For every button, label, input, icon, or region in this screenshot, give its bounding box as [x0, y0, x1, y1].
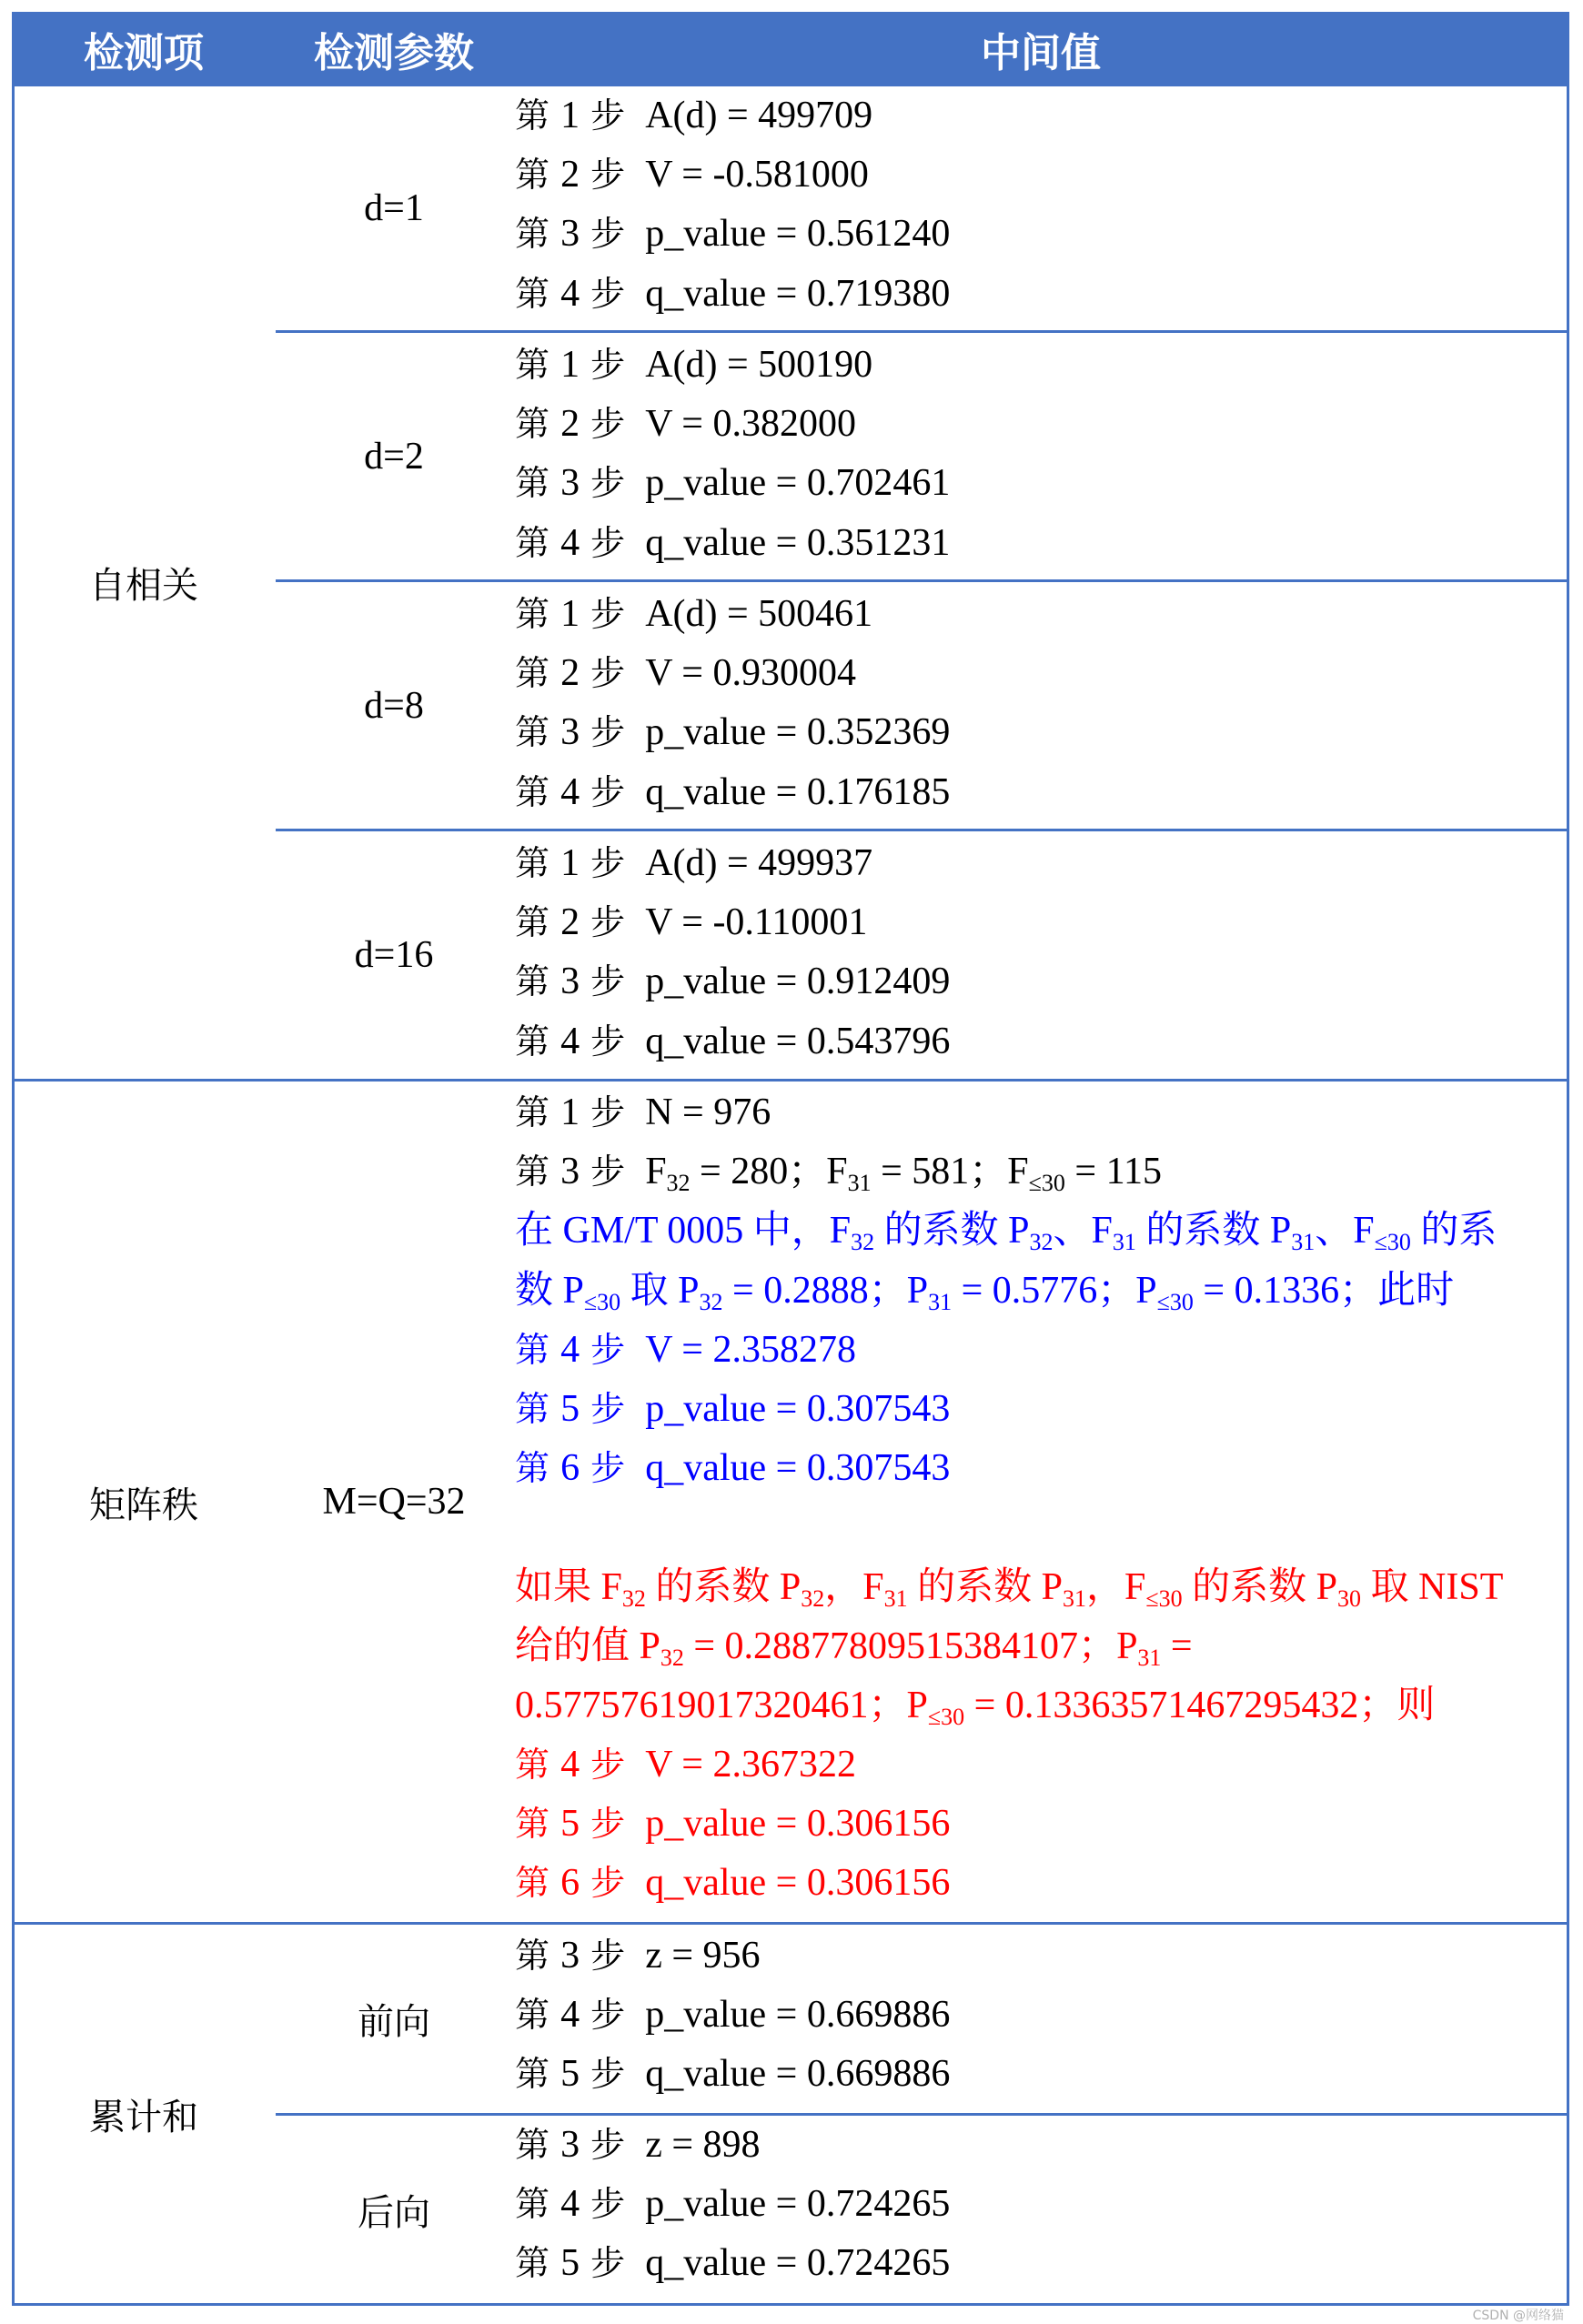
param-mq32: M=Q=32: [322, 1481, 466, 1523]
value-line: 第 4 步 q_value = 0.351231: [515, 521, 951, 564]
header-item: 检测项: [84, 30, 204, 76]
values-d2: [515, 336, 950, 573]
item-autocorrelation: 自相关: [89, 565, 198, 607]
value-line: 第 3 步 p_value = 0.352369: [515, 711, 951, 754]
note-line-red: 如果 $F_{32}$ 的系数 $P_{32}$，$F_{31}$ 的系数 $P_{31}$，$F_{\le 30}$ 的系数 $P_{30}$ 取 NIST: [515, 1565, 1504, 1612]
values-d8: [515, 585, 950, 822]
value-line: 第 6 步 q_value = 0.307543: [515, 1447, 951, 1490]
values-rank: [515, 1083, 1503, 1914]
value-line: 第 6 步 q_value = 0.306156: [515, 1862, 951, 1905]
param-d1: d=1: [364, 187, 424, 229]
value-line: 第 2 步 V = -0.581000: [515, 154, 869, 196]
param-forward: 前向: [358, 2001, 430, 2043]
value-line: 第 1 步 A(d) = 499709: [515, 95, 873, 136]
item-cumulative-sum: 累计和: [89, 2096, 198, 2138]
note-line-red: 0.57757619017320461；$P_{\le 30} = 0.13363571467295432$；则: [515, 1684, 1436, 1730]
value-line: 第 1 步 N = 976: [515, 1092, 771, 1133]
param-d8: d=8: [364, 684, 424, 727]
value-line: 第 5 步 q_value = 0.669886: [515, 2053, 951, 2096]
value-line: 第 3 步 z = 898: [515, 2124, 761, 2166]
value-line: 第 5 步 p_value = 0.306156: [515, 1803, 951, 1846]
value-line: 第 2 步 V = 0.930004: [515, 652, 856, 695]
value-line: 第 4 步 V = 2.358278: [515, 1328, 856, 1371]
value-line: 第 4 步 q_value = 0.176185: [515, 770, 951, 813]
param-backward: 后向: [358, 2191, 430, 2234]
values-backward: [515, 2116, 950, 2294]
note-line-blue: 数 $P_{\le 30}$ 取 $P_{32} = 0.2888$；$P_{31} = 0.5776$；$P_{\le 30} = 0.1336$；此时: [515, 1269, 1455, 1315]
note-line-blue: 在 GM/T 0005 中，$F_{32}$ 的系数 $P_{32}$、$F_{31}$ 的系数 $P_{31}$、$F_{\le 30}$ 的系: [515, 1210, 1497, 1256]
value-line: 第 3 步 $F_{32} = 280$；$F_{31} = 581$；$F_{\le 30} = 115$: [515, 1151, 1163, 1197]
watermark: CSDN @网络猫: [1472, 2309, 1564, 2323]
results-table: [12, 12, 1569, 2323]
value-line: 第 4 步 p_value = 0.724265: [515, 2183, 951, 2226]
value-line: 第 3 步 p_value = 0.702461: [515, 462, 951, 505]
value-line: 第 3 步 z = 956: [515, 1935, 761, 1977]
value-line: 第 4 步 q_value = 0.543796: [515, 1020, 951, 1062]
value-line: 第 5 步 p_value = 0.307543: [515, 1387, 951, 1430]
blank-line: [515, 1498, 1503, 1557]
value-line: 第 1 步 A(d) = 500461: [515, 593, 873, 635]
value-line: 第 2 步 V = -0.110001: [515, 901, 868, 944]
right-border: [1567, 86, 1569, 2306]
value-line: 第 1 步 A(d) = 500190: [515, 344, 873, 386]
value-line: 第 5 步 q_value = 0.724265: [515, 2242, 951, 2285]
values-d1: [515, 86, 950, 324]
header-value: 中间值: [981, 30, 1101, 76]
item-matrix-rank: 矩阵秩: [89, 1484, 198, 1526]
note-line-red: 给的值 $P_{32} = 0.28877809515384107$；$P_{31}$ =: [515, 1625, 1193, 1671]
value-line: 第 1 步 A(d) = 499937: [515, 842, 873, 884]
value-line: 第 4 步 V = 2.367322: [515, 1744, 856, 1786]
value-line: 第 4 步 p_value = 0.669886: [515, 1994, 951, 2037]
bottom-border: [12, 2303, 1569, 2306]
param-d2: d=2: [364, 435, 424, 478]
value-line: 第 3 步 p_value = 0.912409: [515, 961, 951, 1003]
value-line: 第 4 步 q_value = 0.719380: [515, 272, 951, 315]
header-param: 检测参数: [314, 30, 474, 76]
value-line: 第 3 步 p_value = 0.561240: [515, 213, 951, 256]
value-line: 第 2 步 V = 0.382000: [515, 403, 856, 446]
values-d16: [515, 834, 950, 1071]
param-d16: d=16: [354, 934, 434, 976]
values-forward: [515, 1927, 950, 2105]
